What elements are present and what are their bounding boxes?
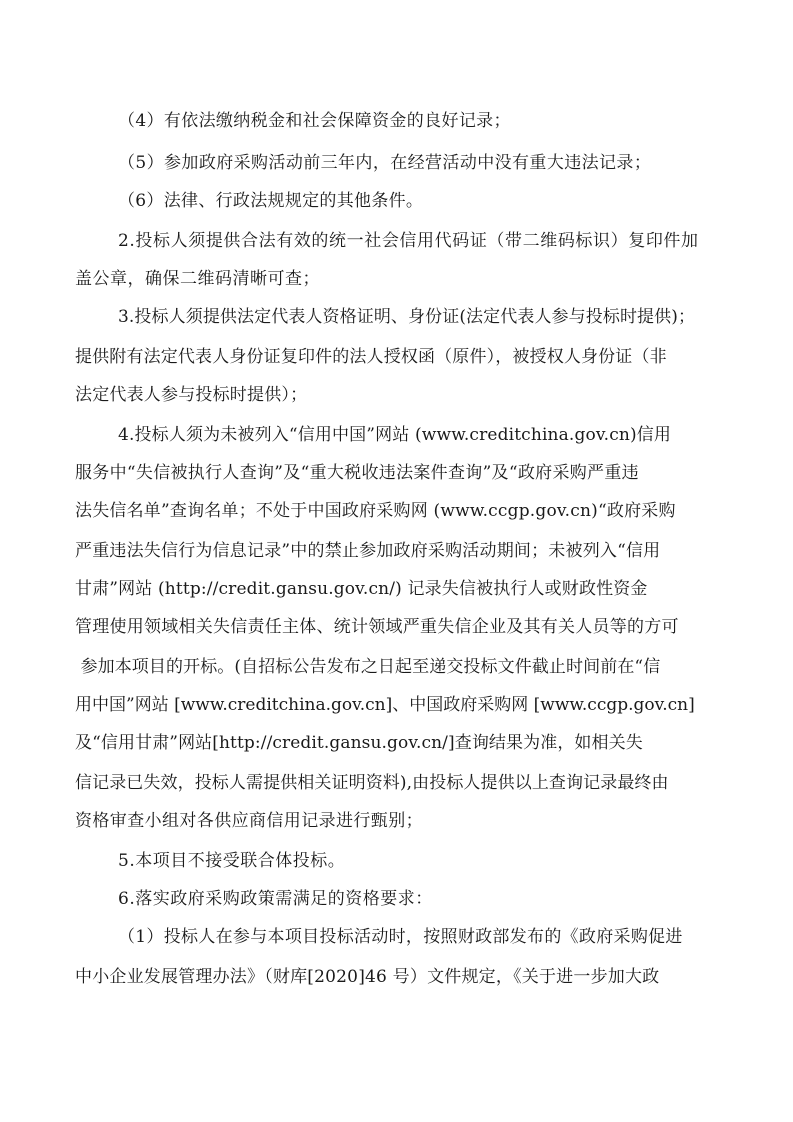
clause-6-heading: 6.落实政府采购政策需满足的资格要求： — [118, 889, 433, 909]
clause-2-line-1: 2.投标人须提供合法有效的统一社会信用代码证（带二维码标识）复印件加 — [118, 231, 699, 251]
clause-4-line-1: 4.投标人须为未被列入“信用中国”网站 (www.creditchina.gov.cn)信用 — [118, 425, 672, 445]
clause-4-line-5: 甘肃”网站 (http://credit.gansu.gov.cn/) 记录失信被执行人或财政性资金 — [75, 579, 648, 599]
requirement-item-4: （4）有依法缴纳税金和社会保障资金的良好记录； — [118, 111, 511, 131]
clause-4-line-7: 参加本项目的开标。(自招标公告发布之日起至递交投标文件截止时间前在“信 — [75, 657, 661, 677]
clause-4-line-3: 法失信名单”查询名单；不处于中国政府采购网 (www.ccgp.gov.cn)“政府采购 — [75, 501, 676, 521]
clause-4-line-10: 信记录已失效，投标人需提供相关证明资料),由投标人提供以上查询记录最终由 — [75, 773, 669, 793]
clause-6-item-1-line-1: （1）投标人在参与本项目投标活动时，按照财政部发布的《政府采购促进 — [118, 927, 683, 947]
clause-5: 5.本项目不接受联合体投标。 — [118, 851, 346, 871]
clause-3-line-1: 3.投标人须提供法定代表人资格证明、身份证(法定代表人参与投标时提供)； — [118, 307, 696, 327]
clause-4-line-4: 严重违法失信行为信息记录”中的禁止参加政府采购活动期间；未被列入“信用 — [75, 541, 661, 561]
clause-3-line-3: 法定代表人参与投标时提供）； — [75, 385, 308, 405]
clause-4-line-11: 资格审查小组对各供应商信用记录进行甄别； — [75, 811, 423, 831]
clause-4-line-8: 用中国”网站 [www.creditchina.gov.cn]、中国政府采购网 [www.ccgp.gov.cn] — [75, 695, 695, 715]
clause-4-line-6: 管理使用领域相关失信责任主体、统计领域严重失信企业及其有关人员等的方可 — [75, 617, 679, 637]
clause-6-item-1-line-2: 中小企业发展管理办法》（财库[2020]46 号）文件规定，《关于进一步加大政 — [75, 967, 660, 987]
clause-4-line-9: 及“信用甘肃”网站[http://credit.gansu.gov.cn/]查询结果为准，如相关失 — [75, 733, 643, 753]
requirement-item-5: （5）参加政府采购活动前三年内，在经营活动中没有重大违法记录； — [118, 153, 652, 173]
clause-3-line-2: 提供附有法定代表人身份证复印件的法人授权函（原件），被授权人身份证（非 — [75, 347, 667, 367]
clause-4-line-2: 服务中“失信被执行人查询”及“重大税收违法案件查询”及“政府采购严重违 — [75, 463, 639, 483]
requirement-item-6: （6）法律、行政法规规定的其他条件。 — [118, 191, 424, 211]
clause-2-line-2: 盖公章，确保二维码清晰可查； — [75, 269, 320, 289]
